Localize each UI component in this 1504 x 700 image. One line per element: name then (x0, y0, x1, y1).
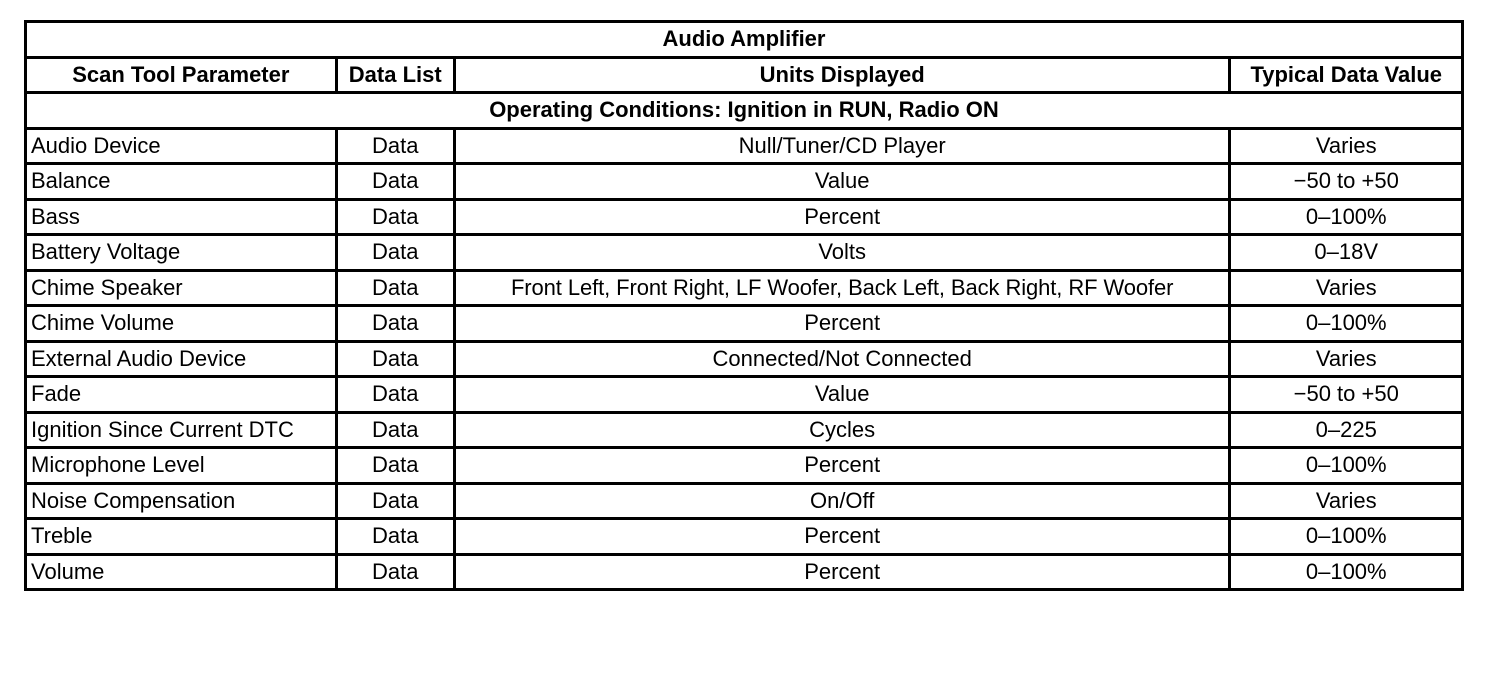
param-cell: Volume (26, 554, 337, 590)
table-row (26, 270, 1463, 306)
units-cell: Percent (454, 199, 1230, 235)
param-cell: External Audio Device (26, 341, 337, 377)
param-cell: Microphone Level (26, 448, 337, 484)
table-row (26, 377, 1463, 413)
typical-value-cell: 0–100% (1230, 554, 1463, 590)
header-units-displayed: Units Displayed (454, 57, 1230, 93)
data-list-cell: Data (336, 341, 454, 377)
data-list-cell: Data (336, 554, 454, 590)
units-cell: Value (454, 377, 1230, 413)
typical-value-cell: 0–225 (1230, 412, 1463, 448)
data-list-cell: Data (336, 270, 454, 306)
typical-value-cell: 0–18V (1230, 235, 1463, 271)
header-data-list: Data List (336, 57, 454, 93)
audio-amplifier-data-table (24, 20, 1464, 591)
typical-value-cell: Varies (1230, 483, 1463, 519)
param-cell: Audio Device (26, 128, 337, 164)
data-list-cell: Data (336, 377, 454, 413)
data-list-cell: Data (336, 448, 454, 484)
table-row (26, 199, 1463, 235)
typical-value-cell: 0–100% (1230, 306, 1463, 342)
param-cell: Battery Voltage (26, 235, 337, 271)
units-cell: Percent (454, 554, 1230, 590)
table-row (26, 554, 1463, 590)
table-row (26, 164, 1463, 200)
header-scan-tool-parameter: Scan Tool Parameter (26, 57, 337, 93)
table-row (26, 341, 1463, 377)
param-cell: Chime Volume (26, 306, 337, 342)
param-cell: Ignition Since Current DTC (26, 412, 337, 448)
data-list-cell: Data (336, 199, 454, 235)
typical-value-cell: Varies (1230, 128, 1463, 164)
operating-conditions: Operating Conditions: Ignition in RUN, Radio ON (26, 93, 1463, 129)
units-cell: Cycles (454, 412, 1230, 448)
param-cell: Treble (26, 519, 337, 555)
param-cell: Noise Compensation (26, 483, 337, 519)
param-cell: Chime Speaker (26, 270, 337, 306)
data-list-cell: Data (336, 128, 454, 164)
typical-value-cell: 0–100% (1230, 519, 1463, 555)
table-row (26, 448, 1463, 484)
data-list-cell: Data (336, 412, 454, 448)
table-row (26, 483, 1463, 519)
header-typical-data-value: Typical Data Value (1230, 57, 1463, 93)
param-cell: Balance (26, 164, 337, 200)
param-cell: Bass (26, 199, 337, 235)
units-cell: On/Off (454, 483, 1230, 519)
typical-value-cell: −50 to +50 (1230, 377, 1463, 413)
data-list-cell: Data (336, 519, 454, 555)
data-list-cell: Data (336, 164, 454, 200)
typical-value-cell: Varies (1230, 341, 1463, 377)
table-row (26, 235, 1463, 271)
table-row (26, 412, 1463, 448)
data-list-cell: Data (336, 235, 454, 271)
units-cell: Value (454, 164, 1230, 200)
table-row (26, 306, 1463, 342)
table-header-row (26, 57, 1463, 93)
table-row (26, 128, 1463, 164)
table-row (26, 519, 1463, 555)
units-cell: Null/Tuner/CD Player (454, 128, 1230, 164)
typical-value-cell: Varies (1230, 270, 1463, 306)
table-title: Audio Amplifier (26, 22, 1463, 58)
param-cell: Fade (26, 377, 337, 413)
units-cell: Percent (454, 519, 1230, 555)
table-title-row (26, 22, 1463, 58)
units-cell: Front Left, Front Right, LF Woofer, Back Left, Back Right, RF Woofer (454, 270, 1230, 306)
typical-value-cell: −50 to +50 (1230, 164, 1463, 200)
typical-value-cell: 0–100% (1230, 199, 1463, 235)
units-cell: Percent (454, 306, 1230, 342)
operating-conditions-row (26, 93, 1463, 129)
units-cell: Percent (454, 448, 1230, 484)
data-list-cell: Data (336, 306, 454, 342)
units-cell: Volts (454, 235, 1230, 271)
data-list-cell: Data (336, 483, 454, 519)
units-cell: Connected/Not Connected (454, 341, 1230, 377)
typical-value-cell: 0–100% (1230, 448, 1463, 484)
